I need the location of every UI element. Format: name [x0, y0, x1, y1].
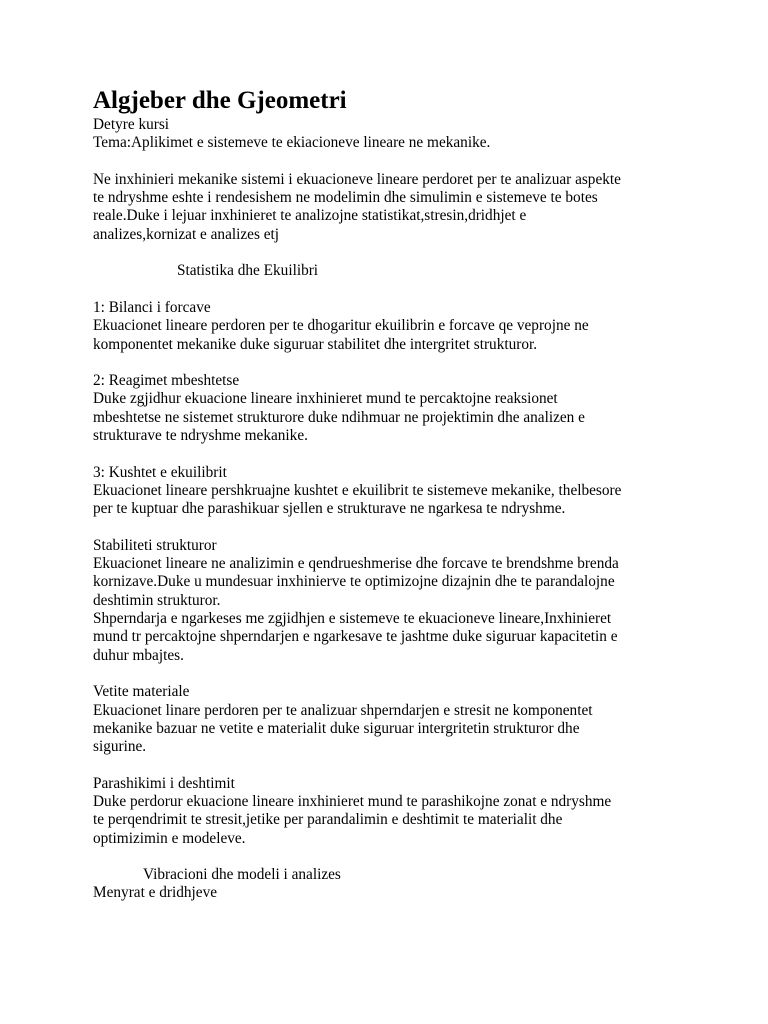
item-heading: Stabiliteti strukturor: [93, 536, 217, 554]
item-stabiliteti: [93, 537, 678, 665]
item-line: Ekuacionet linare perdoren per te analizuar shperndarjen e stresit ne komponentet: [93, 701, 593, 719]
item-heading: Vetite materiale: [93, 683, 190, 701]
spacer: [93, 244, 678, 262]
item-line: te perqendrimit te stresit,jetike per parandalimin e deshtimit te materialit dhe: [93, 811, 563, 829]
spacer: [93, 153, 678, 171]
item-heading: Parashikimi i deshtimit: [93, 774, 235, 792]
item-line: kornizave.Duke u mundesuar inxhinierve te optimizojne dizajnin dhe te parandalojne: [93, 573, 615, 591]
spacer: [93, 848, 678, 866]
item-line: Ekuacionet lineare pershkruajne kushtet e ekuilibrit te sistemeve mekanike, thelbesore: [93, 481, 622, 499]
spacer: [93, 665, 678, 683]
item-line: per te kuptuar dhe parashikuar sjellen e strukturave ne ngarkesa te ndryshme.: [93, 500, 566, 518]
document-topic: Tema:Aplikimet e sistemeve te ekiacioneve lineare ne mekanike.: [93, 134, 491, 152]
item-line: deshtimin strukturor.: [93, 591, 221, 609]
section-heading: Statistika dhe Ekuilibri: [177, 262, 319, 280]
item-kushtet: [93, 464, 678, 519]
item-heading: 2: Reagimet mbeshtetse: [93, 372, 240, 390]
item-vetite: [93, 683, 678, 756]
item-line: optimizimin e modeleve.: [93, 829, 246, 847]
section-heading: Vibracioni dhe modeli i analizes: [143, 866, 341, 884]
item-line: Ekuacionet lineare ne analizimin e qendrueshmerise dhe forcave te brendshme brenda: [93, 555, 619, 573]
item-line: Duke perdorur ekuacione lineare inxhinieret mund te parashikojne zonat e ndryshme: [93, 792, 612, 810]
item-line: mund tr percaktojne shperndarjen e ngarkesave te jashtme duke siguruar kapacitetin e: [93, 628, 618, 646]
item-parashikimi: [93, 775, 678, 848]
spacer: [93, 756, 678, 774]
item-line: Duke zgjidhur ekuacione lineare inxhinieret mund te percaktojne reaksionet: [93, 390, 558, 408]
intro-line: analizes,kornizat e analizes etj: [93, 225, 280, 243]
item-line: strukturave te ndryshme mekanike.: [93, 427, 308, 445]
item-line: Shperndarja e ngarkeses me zgjidhjen e sistemeve te ekuacioneve lineare,Inxhinieret: [93, 610, 612, 628]
item-line: komponentet mekanike duke siguruar stabilitet dhe intergritet strukturor.: [93, 335, 538, 353]
item-reagimet: [93, 372, 678, 445]
item-heading: Menyrat e dridhjeve: [93, 884, 218, 902]
intro-paragraph: [93, 171, 678, 244]
item-bilanci: [93, 299, 678, 354]
spacer: [93, 519, 678, 537]
item-line: mbeshtetse ne sistemet strukturore duke ndihmuar ne projektimin dhe analizen e: [93, 408, 585, 426]
item-line: duhur mbajtes.: [93, 646, 184, 664]
document-subtitle: Detyre kursi: [93, 116, 170, 133]
document-page: [93, 86, 678, 903]
spacer: [93, 354, 678, 372]
item-line: sigurine.: [93, 738, 147, 756]
spacer: [93, 445, 678, 463]
intro-line: te ndryshme eshte i rendesishem ne modelimin dhe simulimin e sistemeve te botes: [93, 189, 598, 207]
item-heading: 3: Kushtet e ekuilibrit: [93, 463, 227, 481]
intro-line: Ne inxhinieri mekanike sistemi i ekuacioneve lineare perdoret per te analizuar aspekte: [93, 170, 621, 188]
document-title: Algjeber dhe Gjeometri: [93, 87, 347, 114]
spacer: [93, 281, 678, 299]
intro-line: reale.Duke i lejuar inxhinieret te analizojne statistikat,stresin,dridhjet e: [93, 207, 527, 225]
item-heading: 1: Bilanci i forcave: [93, 298, 211, 316]
item-line: Ekuacionet lineare perdoren per te dhogaritur ekuilibrin e forcave qe veprojne ne: [93, 317, 589, 335]
item-line: mekanike bazuar ne vetite e materialit duke siguruar intergritetin strukturor dhe: [93, 719, 580, 737]
